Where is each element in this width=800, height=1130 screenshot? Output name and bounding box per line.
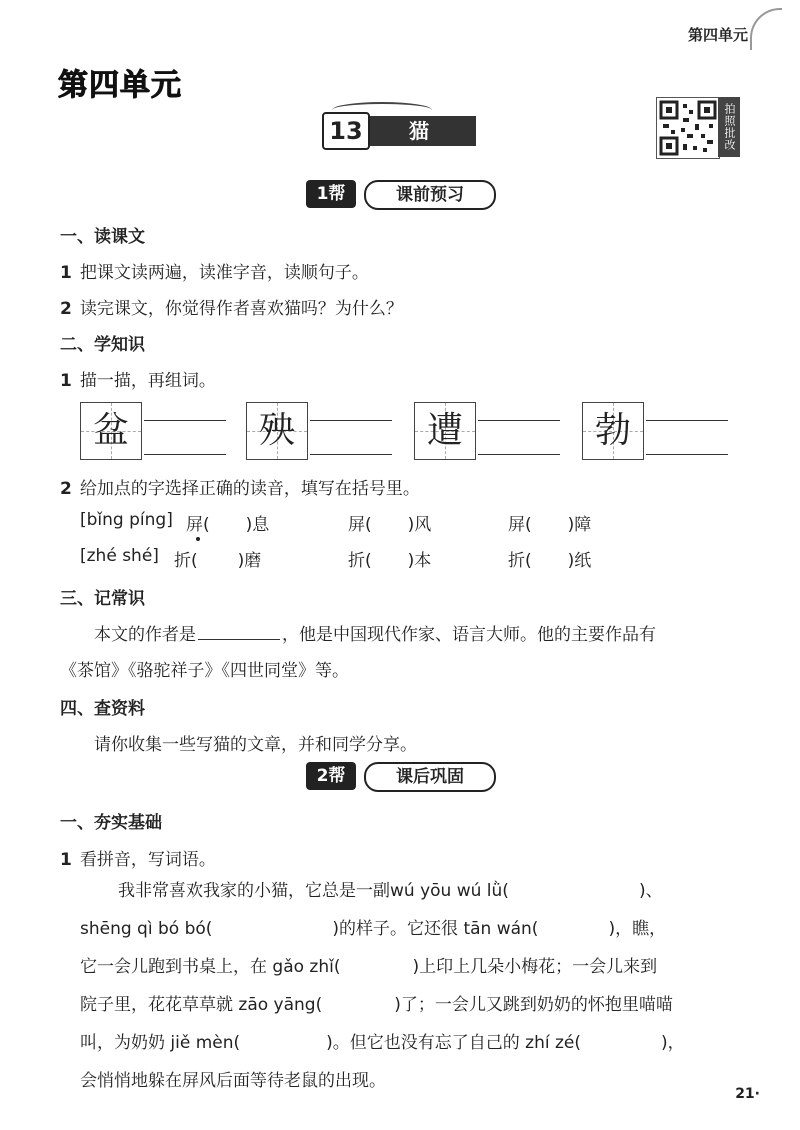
passage-line-2: shēng qì bó bó( )的样子。它还很 tān wán( )，瞧， <box>80 919 667 939</box>
word-blank-2[interactable] <box>310 402 392 458</box>
passage-line-5: 叫，为奶奶 jiě mèn( )。但它也没有忘了自己的 zhí zé( )， <box>80 1033 685 1053</box>
s3-line-2: 《茶馆》《骆驼祥子》《四世同堂》等。 <box>60 661 349 681</box>
tian-grid-2: 殃 <box>246 402 308 460</box>
passage-line-3: 它一会儿跑到书桌上，在 gǎo zhǐ( )上印上几朵小梅花；一会儿来到 <box>80 957 658 977</box>
part2-tag: 2帮 <box>306 762 356 790</box>
page-number: 21· <box>735 1086 760 1102</box>
reading-item-2b[interactable]: 折( )本 <box>348 551 432 571</box>
qr-side-label: 拍照批改 <box>718 97 740 157</box>
section-research-title: 四、查资料 <box>60 699 145 719</box>
reading-item-1c[interactable]: 屏( )障 <box>508 515 592 535</box>
section-read-title: 一、读课文 <box>60 227 145 247</box>
section-foundation-title: 一、夯实基础 <box>60 813 162 833</box>
tian-grid-1: 盆 <box>80 402 142 460</box>
s5-question-1: 1 看拼音，写词语。 <box>60 850 216 870</box>
part1-name: 课前预习 <box>364 180 496 210</box>
word-blank-1[interactable] <box>144 402 226 458</box>
passage-line-6: 会悄悄地躲在屏风后面等待老鼠的出现。 <box>80 1071 386 1091</box>
tian-grid-3: 遭 <box>414 402 476 460</box>
s3-line-1: 本文的作者是 ，他是中国现代作家、语言大师。他的主要作品有 <box>94 625 656 645</box>
reading-item-2a[interactable]: 折( )磨 <box>174 551 262 571</box>
section-common-sense-title: 三、记常识 <box>60 589 145 609</box>
unit-corner-label: 第四单元 <box>687 26 748 44</box>
lesson-name: 猫 <box>362 116 476 146</box>
pinyin-choice-2: [zhé shé] <box>80 546 159 566</box>
tian-grid-4: 勃 <box>582 402 644 460</box>
corner-decoration <box>750 8 782 50</box>
unit-title: 第四单元 <box>58 68 182 103</box>
author-blank[interactable] <box>198 639 280 640</box>
s2-question-2: 2 给加点的字选择正确的读音，填写在括号里。 <box>60 479 420 499</box>
word-blank-3[interactable] <box>478 402 560 458</box>
s1-question-1: 1 把课文读两遍，读准字音，读顺句子。 <box>60 263 369 283</box>
lesson-heading <box>322 112 477 148</box>
passage-line-4: 院子里，花花草草就 zāo yāng( )了；一会儿又跳到奶奶的怀抱里喵喵 <box>80 995 673 1015</box>
pinyin-choice-1: [bǐng píng] <box>80 510 173 530</box>
reading-item-1a[interactable]: 屏( )息 <box>186 515 270 535</box>
s4-line: 请你收集一些写猫的文章，并和同学分享。 <box>94 735 417 755</box>
part1-badge <box>306 180 496 208</box>
qr-code-icon[interactable] <box>656 97 720 159</box>
lesson-number: 13 <box>322 112 370 150</box>
part2-badge <box>306 762 496 790</box>
s2-question-1: 1 描一描，再组词。 <box>60 371 216 391</box>
reading-item-2c[interactable]: 折( )纸 <box>508 551 592 571</box>
passage-line-1: 我非常喜欢我家的小猫，它总是一副wú yōu wú lǜ( )、 <box>118 881 663 901</box>
s1-question-2: 2 读完课文，你觉得作者喜欢猫吗？为什么？ <box>60 299 403 319</box>
reading-item-1b[interactable]: 屏( )风 <box>348 515 432 535</box>
part2-name: 课后巩固 <box>364 762 496 792</box>
section-knowledge-title: 二、学知识 <box>60 335 145 355</box>
part1-tag: 1帮 <box>306 180 356 208</box>
word-blank-4[interactable] <box>646 402 728 458</box>
